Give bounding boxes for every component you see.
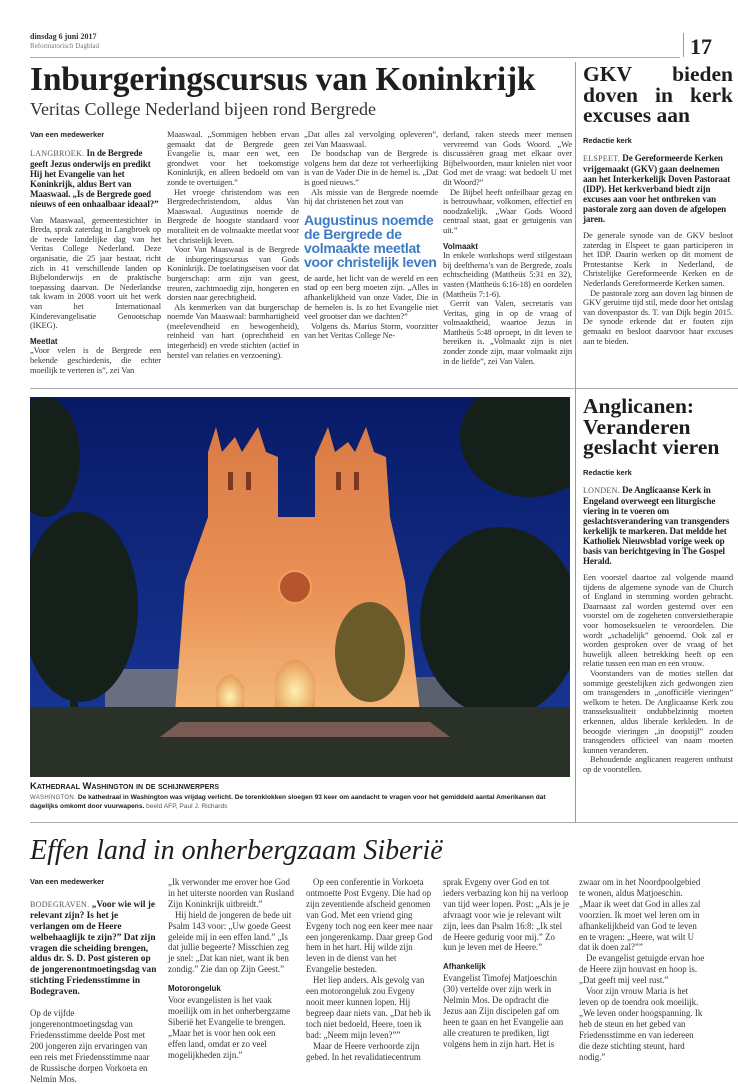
paragraph: „Dat alles zal vervolging opleveren”, zei Van Maaswaal. [304, 129, 438, 149]
paragraph: Voor evangelisten is het vaak moeilijk om in het onherbergzame Siberië het Evangelie te brengen. „Maar het is voor hen ook een effen land, omdat er zo veel mogelijkheden zijn.” [168, 995, 291, 1060]
paragraph: Op een conferentie in Vorkoeta ontmoette Post Evgeny. Die had op zijn zeventiende afscheid genomen van God. Met een vriend ging Evgeny toch nog een keer mee naar een jongerenkamp. Daar greep God hem in het hart. Hij wilde zijn leven in de dienst van het Evangelie besteden. [306, 877, 433, 975]
headline: Effen land in onherbergzaam Siberië [30, 835, 443, 866]
paragraph: de aarde, het licht van de wereld en een stad op een berg moeten zijn. „Alles in afhankelijkheid van onze Vader, Die in de hemelen is. Is zo het Evangelie niet veel grootser dan we dachten?” [304, 272, 438, 322]
divider [683, 33, 684, 57]
dateline: LONDEN. [583, 486, 620, 496]
article-column [443, 130, 572, 366]
column-divider [575, 62, 576, 822]
lead-text: De Gereformeerde Kerken vrijgemaakt (GKV) gaan deelnemen aan het Interkerkelijk Doven Pastoraat (IDP). Het kerkverband biedt zijn excuses aan voor het ontbreken van pastorale zorg aan doven de afgelopen jaren. [583, 153, 731, 225]
subheadline: Veritas College Nederland bijeen rond Bergrede [30, 99, 377, 119]
paragraph: Een voorstel daartoe zal volgende maand tijdens de algemene synode van de Church of England in stemming worden gebracht. Daarnaast zal worden gestemd over een voorstel om de zogeheten conversietherapie voor homoseksuelen te veroordelen. Die wordt „schadelijk” genoemd. Ook zal er worden gesproken over de vraag of het huwelijk alleen betrekking heeft op een relatie tussen een man en een vrouw. [583, 572, 733, 669]
path [160, 722, 450, 737]
sidebar-article [583, 396, 733, 775]
photo-credit: beeld AFP, Paul J. Richards [146, 802, 228, 810]
paragraph: De Bijbel heeft onfeilbaar gezag en is betrouwbaar, volkomen, effectief en noodzakelijk. „Waar Gods Woord centraal staat, gaat er getuigenis van uit.” [443, 186, 572, 235]
subheading: Afhankelijk [443, 962, 486, 972]
article-column [30, 877, 157, 1084]
paragraph: Maaswaal. „Sommigen hebben ervan gemaakt dat de Bergrede geen Evangelie is, maar een wet, een grondwet voor het toekomstige Koninkrijk, en alleen bedoeld om van zonde te overtuigen.” [167, 129, 299, 187]
paragraph: De generale synode van de GKV besloot zaterdag in Elspeet te gaan participeren in het IDP. Daarin werken op dit moment de Protestantse Kerk in Nederland, de Christelijke Gereformeerde Kerken en de Nederlands Gereformeerde Kerken samen. [583, 230, 733, 289]
byline: Van een medewerker [30, 130, 105, 139]
lead [583, 153, 733, 224]
paragraph: Als missie van de Bergrede noemde hij dat christenen het zout van [304, 186, 438, 207]
paragraph: Van Maaswaal, gemeentestichter in Breda, sprak zaterdag in Langbroek op de tweede landelijke dag van het Veritas College Nederland. Deze organisatie, die 25 jaar bestaat, richt zich in 41 verschillende landen op Bijbelonderwijs en de praktische toepassing daarvan. De Nederlandse tak kwam in 2008 voort uit het werk van het Internationaal Kinderevangelisatie Genootschap (IKEG). [30, 214, 161, 331]
dateline: ELSPEET. [583, 154, 621, 164]
divider [30, 388, 738, 389]
lead [30, 900, 157, 998]
subheading: Motorongeluk [168, 984, 221, 994]
subheading: Meetlat [30, 336, 58, 346]
paragraph: Als kenmerken van dat burgerschap noemde Van Maaswaal: barmhartigheid (meelevendheid en bewogenheid), reinheid van hart (oprechtheid en integerheid) en vrede stichten (actief in herstel van relaties en verzoening). [167, 301, 299, 360]
byline: Van een medewerker [30, 877, 105, 886]
lead-text: „Voor wie wil je relevant zijn? Is het je verlangen om de Heere welbehaaglijk te zijn?” Dat zijn vragen die scheiding brengen, aldus dr. S. D. Post gisteren op de jongerenontmoetingsdag van stichting Friedensstimme in Bodegraven. [30, 899, 157, 998]
article-column [30, 130, 161, 375]
photo-caption [30, 794, 575, 811]
paragraph: Het vroege christendom was een Bergredechristendom, aldus Van Maaswaal. Augustinus noemde de Bergrede de hoogste standaard voor moraliteit en de volmaakte meetlat voor het christelijk leven. [167, 186, 299, 245]
article-column [167, 130, 299, 360]
paragraph: Gerrit van Valen, secretaris van Veritas, ging in op de vraag of volmaaktheid, waartoe Jezus in Mattheüs 5:48 oproept, in dit leven te bereiken is. „Volmaakt zijn is niet zonder zonde zijn, maar volmaakt zijn in de liefde”, zei Van Valen. [443, 298, 572, 366]
paragraph: Het liep anders. Als gevolg van een motorongeluk zou Evgeny nooit meer kunnen lopen. Hij begreep daar niets van. „Dat heb ik toch niet bedoeld, Heere, toen ik bad: „Neem mijn leven?”” [306, 975, 431, 1040]
paragraph: Voor Van Maaswaal is de Bergrede de inburgeringscursus van Gods Koninkrijk. De toelatingseisen voor dat burgerschap: arm zijn van geest, treuren, zachtmoedig zijn, hongeren en dorsten naar gerechtigheid. [167, 244, 299, 303]
dateline: LANGBROEK. [30, 148, 85, 158]
cathedral-photo [30, 397, 570, 777]
paragraph: „Ik verwonder me erover hoe God in het uiterste noorden van Rusland Zijn Koninkrijk uitbreidt.” [168, 877, 294, 909]
paragraph: zwaar om in het Noordpoolgebied te wonen, aldus Matjoeschin. „Maar ik weet dat God in alles zal voorzien. Ik moet wel leren om in afhankelijkheid van God te leven en te vragen: „Heere, wat wilt U dat ik doen zal?”” [579, 877, 701, 953]
page-number: 17 [690, 34, 712, 59]
paragraph: sprak Evgeny over God en tot ieders verbazing kon hij na verloop van tijd weer lopen. Post: „Als je je afvraagt voor wie je relevant wilt zijn, lees dan Psalm 16:8: „Ik stel de Heere gedurig voor mij.” Zo kun je leven met de Heere.” [443, 877, 570, 953]
sidebar-article [583, 64, 733, 346]
byline: Redactie kerk [583, 467, 632, 477]
issue-date: dinsdag 6 juni 2017 [30, 32, 97, 41]
paragraph: De boodschap van de Bergrede is volgens hem dat deze tot verheerlijking is van de Vader Die in de hemel is. „Dat is goed nieuws.” [304, 148, 438, 187]
caption-text: De kathedraal in Washington was vrijdag verlicht. De torenklokken sloegen 93 keer om aandacht te vragen voor het gemiddeld aantal Amerikanen dat dagelijks omkomt door vuurwapens. [30, 794, 546, 810]
paragraph: Op de vijfde jongerenontmoetingsdag van Friedensstimme deelde Post met 200 jongeren zijn ervaringen van een reis met Friedensstimme naar de Russische dorpen Vorkoeta en Nelmin Mos. [30, 1008, 150, 1084]
headline: Inburgeringscursus van Koninkrijk [30, 61, 536, 98]
paragraph: Voor zijn vrouw Maria is het leven op de toendra ook moeilijk. „We leven onder hoogspanning. Ik heb de steun en het gebed van Friedensstimme en van iedereen die deze stichting steunt, hard nodig.” [579, 986, 703, 1062]
article-column [579, 877, 706, 1062]
paragraph: Evangelist Timofej Matjoeschin (30) vertelde over zijn werk in Nelmin Mos. De opdracht die Jezus aan Zijn discipelen gaf om heen te gaan en het Evangelie aan alle creaturen te prediken, ligt volgens hem in zijn hart. Het is [443, 973, 564, 1049]
lead [30, 148, 161, 209]
newspaper-name: Reformatorisch Dagblad [30, 42, 100, 50]
paragraph: Maar de Heere verhoorde zijn gebed. In het revalidatiecentrum [306, 1040, 421, 1062]
lead-text: In de Bergrede geeft Jezus onderwijs en predikt Hij het Evangelie van het Koninkrijk, aldus Bert van Maaswaal. „Is de Bergrede goed nieuws of een onhaalbaar ideaal?” [30, 147, 159, 209]
dateline: WASHINGTON. [30, 795, 76, 801]
article-column [443, 877, 570, 1050]
article-column [306, 877, 433, 1062]
paragraph: Voorstanders van de moties stellen dat sommige geestelijken zich gedwongen zien om transgenders in „onofficiële vieringen” welkom te heten. De Anglicaanse Kerk zou transseksualiteit ondubbelzinnig moeten erkennen, aldus liberale kerkleden. In de beoogde vieringen „in doopstijl” zouden transgenders officieel van naam moeten kunnen veranderen. [583, 668, 733, 755]
paragraph: „Voor velen is de Bergrede een bekende geschiedenis, die echter moeilijk te verteren is”, zei Van [30, 345, 161, 375]
article-title: Anglicanen: Veranderen geslacht vieren [583, 394, 720, 459]
divider [30, 57, 680, 58]
article-column [304, 130, 438, 341]
lawn [30, 707, 570, 777]
dateline: BODEGRAVEN. [30, 899, 90, 909]
subheading: Volmaakt [443, 241, 478, 251]
paragraph: In enkele workshops werd stilgestaan bij deelthema’s van de Bergrede, zoals echtscheiding (Mattheüs 5:31 en 32), vasten (Mattheüs 6:16-18) en oordelen (Mattheüs 7:1-6). [443, 250, 572, 299]
lead [583, 485, 733, 566]
lead-text: De Anglicaanse Kerk in Engeland overweegt een liturgische viering in te voeren om geslachtsverandering van transgenders kerkelijk te markeren. Dat meldde het Katholiek Nieuwsblad vorige week op basis van berichtgeving in The Gospel Herald. [583, 485, 730, 567]
byline: Redactie kerk [583, 135, 632, 145]
paragraph: Hij hield de jongeren de bede uit Psalm 143 voor: „Uw goede Geest geleide mij in een effen land.” „Is dat jullie begeerte? Misschien zeg je snel: „Dat kan niet, want ik ben zondig.” Zie dan op Zijn Geest.” [168, 909, 292, 975]
article-column [168, 877, 295, 1061]
paragraph: Behoudende anglicanen reageren onthutst op de voorstellen. [583, 754, 733, 774]
article-title: GKV bieden doven in kerk excuses aan [583, 62, 733, 127]
paragraph: De evangelist getuigde ervan hoe de Heere zijn houvast en hoop is. „Dat geeft mij veel rust.” [579, 953, 705, 986]
paragraph: derland, raken steeds meer mensen vervreemd van Gods Woord. „We discussiëren graag met elkaar over Bijbelwoorden, maar knielen niet voor God met de vraag: wat bedoelt U met dit Woord?” [443, 129, 572, 187]
paragraph: De pastorale zorg aan doven lag binnen de GKV geruime tijd stil, mede door het ontslag van dovenpastor ds. T. van Dijk begin 2015. De synode erkende dat er fouten zijn gemaakt en besloot daarvoor haar excuses aan te bieden. [583, 287, 733, 346]
pull-quote: Augustinus noemde de Bergrede de volmaakte meetlat voor christelijk leven [304, 211, 437, 270]
divider [30, 822, 738, 823]
paragraph: Volgens ds. Marius Storm, voorzitter van het Veritas College Ne- [304, 320, 438, 341]
photo-caption-title: Kathedraal Washington in de schijnwerpers [30, 781, 220, 792]
